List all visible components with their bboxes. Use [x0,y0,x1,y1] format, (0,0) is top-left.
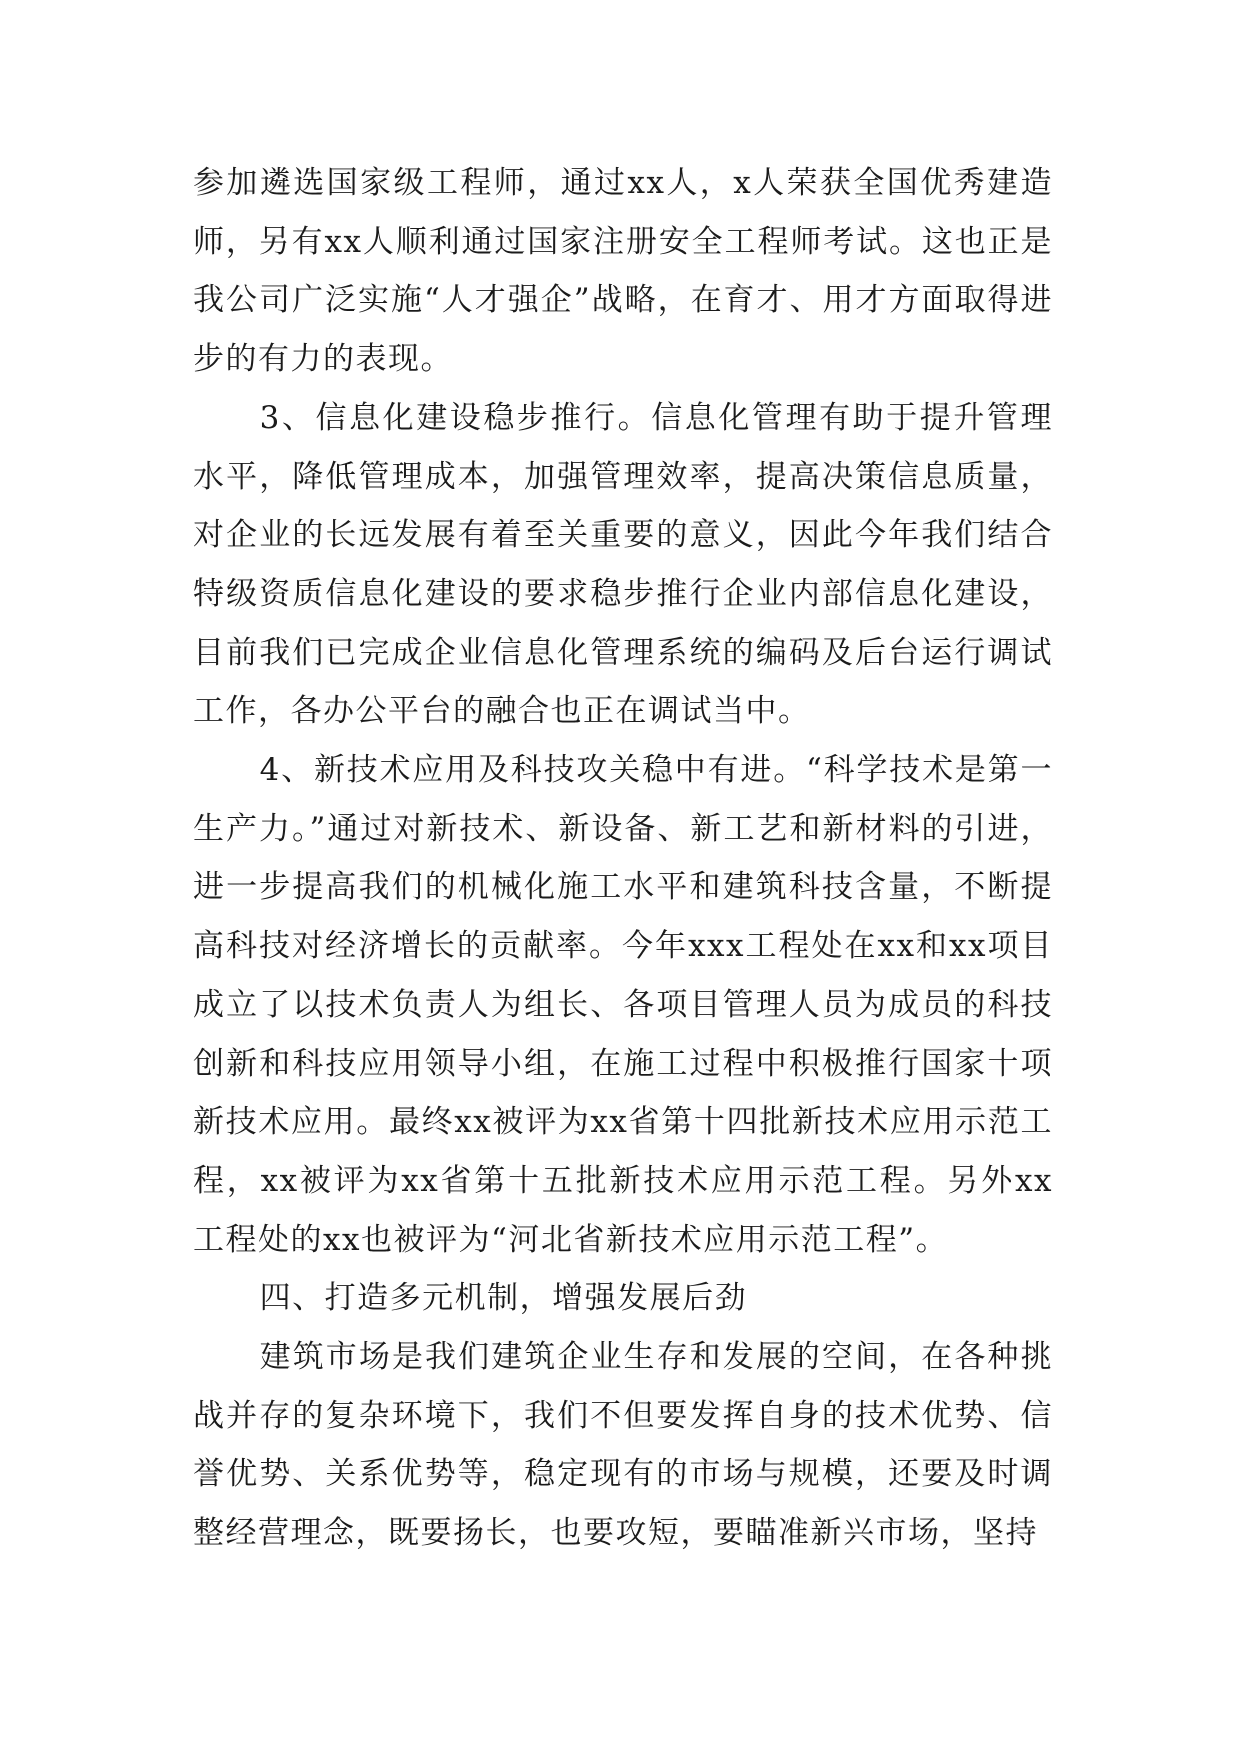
document-page [193,154,1053,1563]
paragraph-informatization: 3、信息化建设稳步推行。信息化管理有助于提升管理水平，降低管理成本，加强管理效率，提高决策信息质量，对企业的长远发展有着至关重要的意义，因此今年我们结合特级资质信息化建设的要求稳步推行企业内部信息化建设，目前我们已完成企业信息化管理系统的编码及后台运行调试工作，各办公平台的融合也正在调试当中。 [193,399,1053,730]
paragraph-talent-results: 参加遴选国家级工程师，通过xx人，x人荣获全国优秀建造师，另有xx人顺利通过国家注册安全工程师考试。这也正是我公司广泛实施“人才强企”战略，在育才、用才方面取得进步的有力的表现。 [193,165,1053,378]
section-heading-diversified-mechanism: 四、打造多元机制，增强发展后劲 [259,1280,748,1317]
paragraph-construction-market: 建筑市场是我们建筑企业生存和发展的空间，在各种挑战并存的复杂环境下，我们不但要发挥自身的技术优势、信誉优势、关系优势等，稳定现有的市场与规模，还要及时调整经营理念，既要扬长，也要攻短，要瞄准新兴市场，坚持 [193,1339,1053,1552]
paragraph-new-technology: 4、新技术应用及科技攻关稳中有进。“科学技术是第一生产力。”通过对新技术、新设备、新工艺和新材料的引进，进一步提高我们的机械化施工水平和建筑科技含量，不断提高科技对经济增长的贡献率。今年xxx工程处在xx和xx项目成立了以技术负责人为组长、各项目管理人员为成员的科技创新和科技应用领导小组，在施工过程中积极推行国家十项新技术应用。最终xx被评为xx省第十四批新技术应用示范工程，xx被评为xx省第十五批新技术应用示范工程。另外xx工程处的xx也被评为“河北省新技术应用示范工程”。 [193,752,1053,1258]
